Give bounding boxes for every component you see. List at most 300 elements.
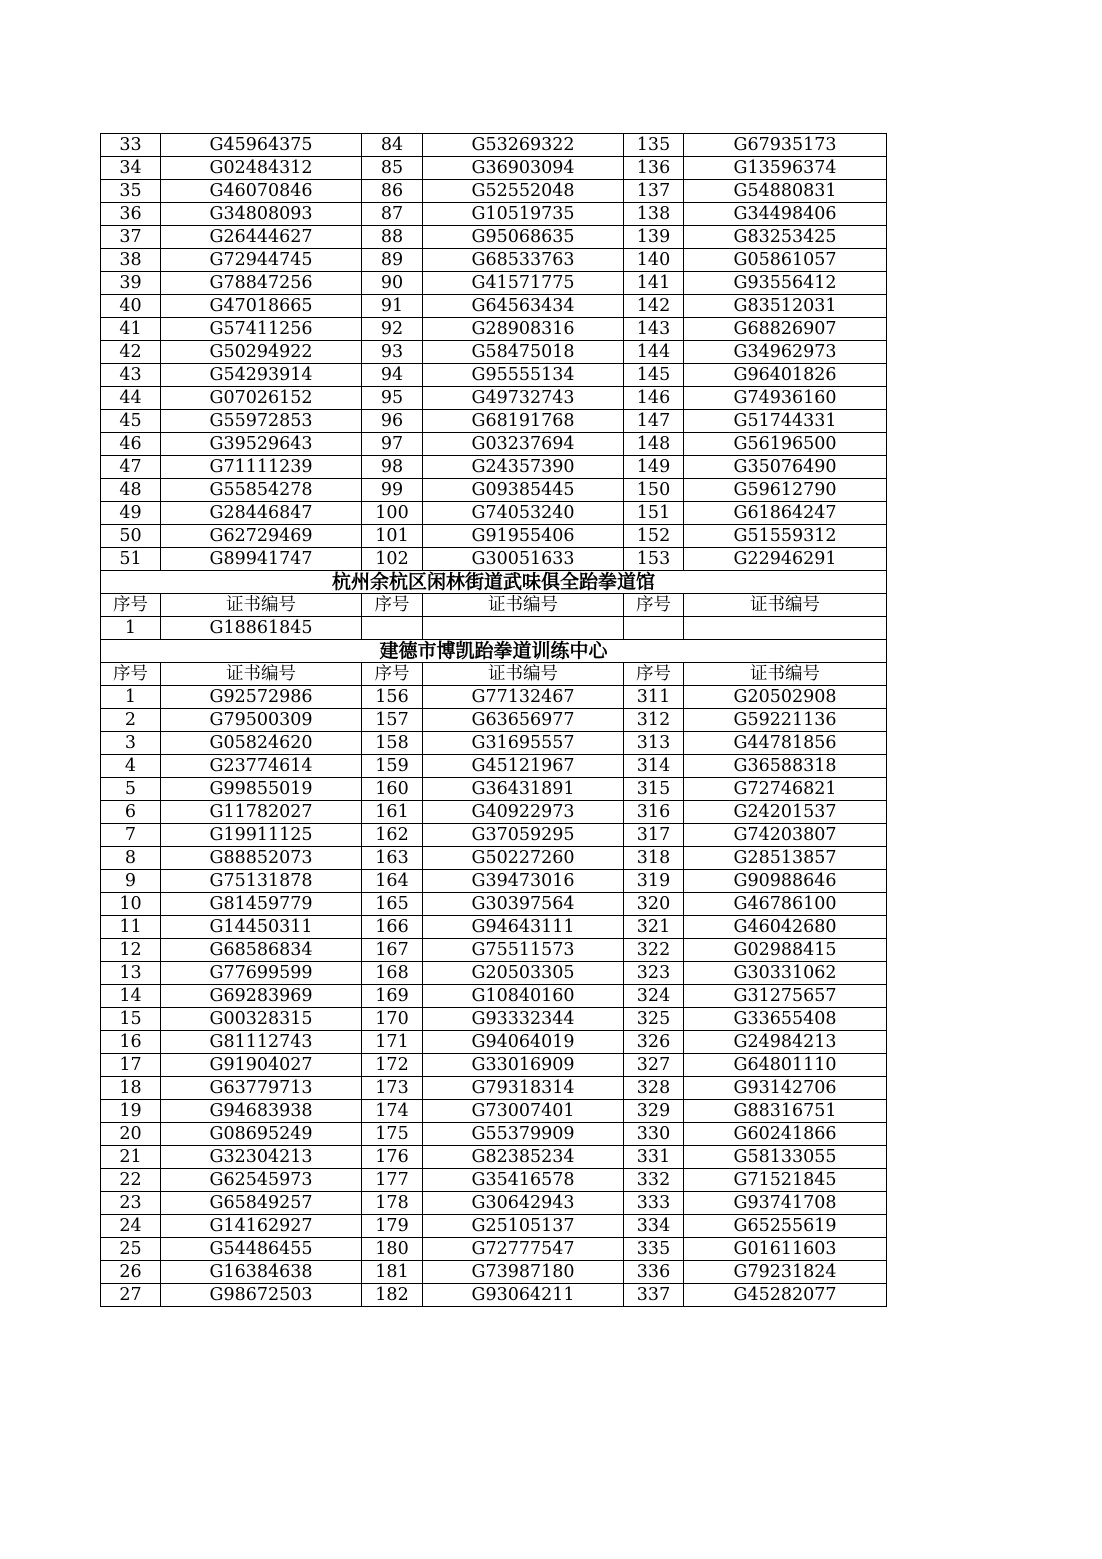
seq-cell: 48 bbox=[101, 479, 161, 502]
seq-cell: 24 bbox=[101, 1215, 161, 1238]
cert-number-cell: G50294922 bbox=[161, 341, 362, 364]
table-row bbox=[101, 1238, 887, 1261]
cert-number-cell: G44781856 bbox=[684, 732, 887, 755]
seq-cell: 164 bbox=[362, 870, 423, 893]
cert-number-cell: G65255619 bbox=[684, 1215, 887, 1238]
seq-cell: 320 bbox=[624, 893, 684, 916]
seq-cell: 181 bbox=[362, 1261, 423, 1284]
cert-number-cell: G28908316 bbox=[423, 318, 624, 341]
seq-cell: 165 bbox=[362, 893, 423, 916]
seq-cell: 149 bbox=[624, 456, 684, 479]
cert-number-cell: G35076490 bbox=[684, 456, 887, 479]
cert-number-cell: G47018665 bbox=[161, 295, 362, 318]
cert-number-cell: G39473016 bbox=[423, 870, 624, 893]
seq-cell: 1 bbox=[101, 686, 161, 709]
seq-cell: 6 bbox=[101, 801, 161, 824]
cert-number-cell: G96401826 bbox=[684, 364, 887, 387]
seq-cell: 92 bbox=[362, 318, 423, 341]
cert-number-cell: G28513857 bbox=[684, 847, 887, 870]
table-row bbox=[101, 341, 887, 364]
seq-cell: 27 bbox=[101, 1284, 161, 1307]
cert-number-cell: G93332344 bbox=[423, 1008, 624, 1031]
cert-number-cell: G93556412 bbox=[684, 272, 887, 295]
seq-cell: 15 bbox=[101, 1008, 161, 1031]
seq-cell: 311 bbox=[624, 686, 684, 709]
seq-cell: 143 bbox=[624, 318, 684, 341]
table-row bbox=[101, 939, 887, 962]
seq-cell: 49 bbox=[101, 502, 161, 525]
seq-cell: 95 bbox=[362, 387, 423, 410]
cert-header: 证书编号 bbox=[684, 663, 887, 686]
table-row bbox=[101, 870, 887, 893]
table-row bbox=[101, 1077, 887, 1100]
seq-cell: 11 bbox=[101, 916, 161, 939]
cert-number-cell: G54880831 bbox=[684, 180, 887, 203]
cert-number-cell: G79500309 bbox=[161, 709, 362, 732]
seq-cell: 47 bbox=[101, 456, 161, 479]
seq-cell: 18 bbox=[101, 1077, 161, 1100]
cert-number-cell: G94643111 bbox=[423, 916, 624, 939]
seq-cell: 36 bbox=[101, 203, 161, 226]
seq-cell: 43 bbox=[101, 364, 161, 387]
seq-cell: 142 bbox=[624, 295, 684, 318]
seq-cell: 319 bbox=[624, 870, 684, 893]
table-row bbox=[101, 801, 887, 824]
seq-cell: 330 bbox=[624, 1123, 684, 1146]
seq-cell: 316 bbox=[624, 801, 684, 824]
seq-cell: 167 bbox=[362, 939, 423, 962]
seq-cell: 50 bbox=[101, 525, 161, 548]
cert-number-cell: G98672503 bbox=[161, 1284, 362, 1307]
seq-cell bbox=[362, 617, 423, 640]
seq-cell: 89 bbox=[362, 249, 423, 272]
table-row bbox=[101, 364, 887, 387]
cert-number-cell: G00328315 bbox=[161, 1008, 362, 1031]
cert-number-cell: G24201537 bbox=[684, 801, 887, 824]
seq-cell: 157 bbox=[362, 709, 423, 732]
seq-cell: 13 bbox=[101, 962, 161, 985]
cert-number-cell: G81459779 bbox=[161, 893, 362, 916]
cert-number-cell: G07026152 bbox=[161, 387, 362, 410]
cert-number-cell: G56196500 bbox=[684, 433, 887, 456]
cert-number-cell: G75131878 bbox=[161, 870, 362, 893]
seq-cell: 139 bbox=[624, 226, 684, 249]
seq-cell: 323 bbox=[624, 962, 684, 985]
table-body bbox=[101, 134, 887, 1307]
seq-cell: 97 bbox=[362, 433, 423, 456]
seq-cell: 26 bbox=[101, 1261, 161, 1284]
seq-cell: 333 bbox=[624, 1192, 684, 1215]
seq-cell: 9 bbox=[101, 870, 161, 893]
seq-cell: 322 bbox=[624, 939, 684, 962]
table-row bbox=[101, 157, 887, 180]
cert-number-cell: G74936160 bbox=[684, 387, 887, 410]
cert-number-cell: G62545973 bbox=[161, 1169, 362, 1192]
cert-number-cell: G52552048 bbox=[423, 180, 624, 203]
seq-cell: 10 bbox=[101, 893, 161, 916]
seq-cell: 336 bbox=[624, 1261, 684, 1284]
table-row bbox=[101, 1169, 887, 1192]
seq-cell: 38 bbox=[101, 249, 161, 272]
cert-number-cell: G91955406 bbox=[423, 525, 624, 548]
cert-number-cell: G31275657 bbox=[684, 985, 887, 1008]
table-row bbox=[101, 893, 887, 916]
table-row bbox=[101, 1123, 887, 1146]
cert-number-cell: G22946291 bbox=[684, 548, 887, 571]
seq-cell: 85 bbox=[362, 157, 423, 180]
column-header-row bbox=[101, 594, 887, 617]
cert-number-cell: G51744331 bbox=[684, 410, 887, 433]
seq-cell: 96 bbox=[362, 410, 423, 433]
table-row bbox=[101, 203, 887, 226]
seq-cell: 313 bbox=[624, 732, 684, 755]
section-title: 杭州余杭区闲林街道武味俱全跆拳道馆 bbox=[101, 571, 887, 594]
cert-header: 证书编号 bbox=[161, 663, 362, 686]
seq-cell bbox=[624, 617, 684, 640]
table-row bbox=[101, 318, 887, 341]
table-row bbox=[101, 847, 887, 870]
cert-number-cell: G35416578 bbox=[423, 1169, 624, 1192]
cert-number-cell: G36903094 bbox=[423, 157, 624, 180]
cert-number-cell: G59221136 bbox=[684, 709, 887, 732]
seq-cell: 2 bbox=[101, 709, 161, 732]
cert-number-cell: G68533763 bbox=[423, 249, 624, 272]
table-row bbox=[101, 1031, 887, 1054]
cert-number-cell: G91904027 bbox=[161, 1054, 362, 1077]
seq-cell: 102 bbox=[362, 548, 423, 571]
seq-cell: 326 bbox=[624, 1031, 684, 1054]
cert-number-cell: G60241866 bbox=[684, 1123, 887, 1146]
seq-cell: 100 bbox=[362, 502, 423, 525]
seq-cell: 324 bbox=[624, 985, 684, 1008]
cert-number-cell: G73007401 bbox=[423, 1100, 624, 1123]
cert-number-cell: G30051633 bbox=[423, 548, 624, 571]
cert-number-cell: G64801110 bbox=[684, 1054, 887, 1077]
table-row bbox=[101, 226, 887, 249]
table-row bbox=[101, 985, 887, 1008]
cert-header: 证书编号 bbox=[423, 594, 624, 617]
seq-cell: 19 bbox=[101, 1100, 161, 1123]
cert-number-cell: G69283969 bbox=[161, 985, 362, 1008]
cert-number-cell: G64563434 bbox=[423, 295, 624, 318]
cert-number-cell: G83512031 bbox=[684, 295, 887, 318]
cert-number-cell: G50227260 bbox=[423, 847, 624, 870]
cert-number-cell: G09385445 bbox=[423, 479, 624, 502]
cert-header: 证书编号 bbox=[684, 594, 887, 617]
table-row bbox=[101, 387, 887, 410]
seq-cell: 23 bbox=[101, 1192, 161, 1215]
seq-cell: 329 bbox=[624, 1100, 684, 1123]
cert-number-cell: G72777547 bbox=[423, 1238, 624, 1261]
seq-cell: 312 bbox=[624, 709, 684, 732]
cert-number-cell: G05861057 bbox=[684, 249, 887, 272]
cert-number-cell: G55379909 bbox=[423, 1123, 624, 1146]
table-row bbox=[101, 295, 887, 318]
seq-cell: 101 bbox=[362, 525, 423, 548]
seq-cell: 145 bbox=[624, 364, 684, 387]
table-row bbox=[101, 778, 887, 801]
seq-cell: 332 bbox=[624, 1169, 684, 1192]
cert-number-cell: G11782027 bbox=[161, 801, 362, 824]
table-row bbox=[101, 1284, 887, 1307]
seq-cell: 34 bbox=[101, 157, 161, 180]
seq-cell: 7 bbox=[101, 824, 161, 847]
cert-number-cell: G59612790 bbox=[684, 479, 887, 502]
cert-number-cell: G31695557 bbox=[423, 732, 624, 755]
seq-cell: 331 bbox=[624, 1146, 684, 1169]
cert-number-cell: G24984213 bbox=[684, 1031, 887, 1054]
seq-cell: 160 bbox=[362, 778, 423, 801]
seq-cell: 45 bbox=[101, 410, 161, 433]
cert-number-cell: G34808093 bbox=[161, 203, 362, 226]
table-row bbox=[101, 617, 887, 640]
seq-cell: 8 bbox=[101, 847, 161, 870]
cert-number-cell: G23774614 bbox=[161, 755, 362, 778]
cert-number-cell: G63779713 bbox=[161, 1077, 362, 1100]
seq-cell: 334 bbox=[624, 1215, 684, 1238]
cert-number-cell: G34498406 bbox=[684, 203, 887, 226]
cert-number-cell: G79318314 bbox=[423, 1077, 624, 1100]
cert-number-cell: G54293914 bbox=[161, 364, 362, 387]
certificate-table bbox=[100, 133, 887, 1307]
cert-number-cell: G46070846 bbox=[161, 180, 362, 203]
seq-cell: 177 bbox=[362, 1169, 423, 1192]
table-row bbox=[101, 456, 887, 479]
seq-cell: 22 bbox=[101, 1169, 161, 1192]
seq-cell: 156 bbox=[362, 686, 423, 709]
cert-number-cell: G58475018 bbox=[423, 341, 624, 364]
seq-cell: 84 bbox=[362, 134, 423, 157]
cert-number-cell: G34962973 bbox=[684, 341, 887, 364]
seq-cell: 169 bbox=[362, 985, 423, 1008]
seq-cell: 33 bbox=[101, 134, 161, 157]
seq-cell: 16 bbox=[101, 1031, 161, 1054]
seq-cell: 37 bbox=[101, 226, 161, 249]
cert-number-cell: G37059295 bbox=[423, 824, 624, 847]
cert-number-cell: G83253425 bbox=[684, 226, 887, 249]
seq-cell: 158 bbox=[362, 732, 423, 755]
cert-number-cell: G30397564 bbox=[423, 893, 624, 916]
cert-number-cell: G94064019 bbox=[423, 1031, 624, 1054]
table-row bbox=[101, 755, 887, 778]
seq-cell: 12 bbox=[101, 939, 161, 962]
cert-number-cell: G61864247 bbox=[684, 502, 887, 525]
table-row bbox=[101, 1261, 887, 1284]
table-row bbox=[101, 134, 887, 157]
column-header-row bbox=[101, 663, 887, 686]
cert-number-cell: G39529643 bbox=[161, 433, 362, 456]
cert-number-cell: G40922973 bbox=[423, 801, 624, 824]
cert-number-cell bbox=[684, 617, 887, 640]
cert-number-cell: G19911125 bbox=[161, 824, 362, 847]
seq-cell: 88 bbox=[362, 226, 423, 249]
cert-number-cell: G53269322 bbox=[423, 134, 624, 157]
seq-cell: 175 bbox=[362, 1123, 423, 1146]
table-row bbox=[101, 686, 887, 709]
seq-cell: 21 bbox=[101, 1146, 161, 1169]
cert-number-cell: G79231824 bbox=[684, 1261, 887, 1284]
cert-number-cell: G95555134 bbox=[423, 364, 624, 387]
cert-number-cell: G02988415 bbox=[684, 939, 887, 962]
cert-number-cell: G24357390 bbox=[423, 456, 624, 479]
cert-number-cell: G77132467 bbox=[423, 686, 624, 709]
table-row bbox=[101, 180, 887, 203]
cert-number-cell: G25105137 bbox=[423, 1215, 624, 1238]
cert-number-cell: G05824620 bbox=[161, 732, 362, 755]
cert-number-cell: G54486455 bbox=[161, 1238, 362, 1261]
table-row bbox=[101, 548, 887, 571]
cert-number-cell: G03237694 bbox=[423, 433, 624, 456]
cert-number-cell: G13596374 bbox=[684, 157, 887, 180]
cert-header: 证书编号 bbox=[423, 663, 624, 686]
seq-cell: 17 bbox=[101, 1054, 161, 1077]
cert-number-cell: G02484312 bbox=[161, 157, 362, 180]
seq-cell: 93 bbox=[362, 341, 423, 364]
seq-cell: 178 bbox=[362, 1192, 423, 1215]
cert-number-cell: G18861845 bbox=[161, 617, 362, 640]
seq-cell: 40 bbox=[101, 295, 161, 318]
cert-number-cell: G88316751 bbox=[684, 1100, 887, 1123]
seq-cell: 135 bbox=[624, 134, 684, 157]
cert-number-cell: G90988646 bbox=[684, 870, 887, 893]
cert-number-cell: G36588318 bbox=[684, 755, 887, 778]
cert-number-cell: G49732743 bbox=[423, 387, 624, 410]
cert-number-cell: G16384638 bbox=[161, 1261, 362, 1284]
cert-number-cell: G74203807 bbox=[684, 824, 887, 847]
cert-number-cell: G26444627 bbox=[161, 226, 362, 249]
seq-cell: 166 bbox=[362, 916, 423, 939]
cert-number-cell: G08695249 bbox=[161, 1123, 362, 1146]
cert-number-cell: G72944745 bbox=[161, 249, 362, 272]
seq-cell: 5 bbox=[101, 778, 161, 801]
seq-cell: 337 bbox=[624, 1284, 684, 1307]
seq-cell: 138 bbox=[624, 203, 684, 226]
table-row bbox=[101, 916, 887, 939]
seq-cell: 137 bbox=[624, 180, 684, 203]
seq-cell: 172 bbox=[362, 1054, 423, 1077]
cert-number-cell: G30642943 bbox=[423, 1192, 624, 1215]
seq-cell: 91 bbox=[362, 295, 423, 318]
seq-cell: 176 bbox=[362, 1146, 423, 1169]
seq-cell: 4 bbox=[101, 755, 161, 778]
seq-cell: 153 bbox=[624, 548, 684, 571]
seq-header: 序号 bbox=[624, 594, 684, 617]
cert-number-cell: G51559312 bbox=[684, 525, 887, 548]
seq-cell: 86 bbox=[362, 180, 423, 203]
cert-number-cell: G68586834 bbox=[161, 939, 362, 962]
cert-number-cell: G94683938 bbox=[161, 1100, 362, 1123]
seq-header: 序号 bbox=[624, 663, 684, 686]
seq-cell: 87 bbox=[362, 203, 423, 226]
seq-header: 序号 bbox=[101, 663, 161, 686]
table-row bbox=[101, 410, 887, 433]
seq-cell: 162 bbox=[362, 824, 423, 847]
cert-number-cell: G73987180 bbox=[423, 1261, 624, 1284]
seq-cell: 140 bbox=[624, 249, 684, 272]
cert-number-cell: G95068635 bbox=[423, 226, 624, 249]
cert-number-cell: G99855019 bbox=[161, 778, 362, 801]
seq-cell: 168 bbox=[362, 962, 423, 985]
seq-cell: 147 bbox=[624, 410, 684, 433]
cert-number-cell: G92572986 bbox=[161, 686, 362, 709]
cert-number-cell: G88852073 bbox=[161, 847, 362, 870]
table-row bbox=[101, 249, 887, 272]
section-title-row bbox=[101, 640, 887, 663]
seq-cell: 41 bbox=[101, 318, 161, 341]
seq-cell: 325 bbox=[624, 1008, 684, 1031]
seq-header: 序号 bbox=[101, 594, 161, 617]
table-row bbox=[101, 525, 887, 548]
cert-number-cell: G10840160 bbox=[423, 985, 624, 1008]
seq-cell: 46 bbox=[101, 433, 161, 456]
seq-cell: 173 bbox=[362, 1077, 423, 1100]
seq-cell: 20 bbox=[101, 1123, 161, 1146]
cert-number-cell: G33655408 bbox=[684, 1008, 887, 1031]
cert-number-cell: G58133055 bbox=[684, 1146, 887, 1169]
seq-cell: 318 bbox=[624, 847, 684, 870]
seq-cell: 148 bbox=[624, 433, 684, 456]
seq-header: 序号 bbox=[362, 594, 423, 617]
table-row bbox=[101, 1008, 887, 1031]
seq-cell: 163 bbox=[362, 847, 423, 870]
cert-number-cell: G93142706 bbox=[684, 1077, 887, 1100]
table-row bbox=[101, 1215, 887, 1238]
cert-number-cell: G67935173 bbox=[684, 134, 887, 157]
cert-number-cell: G36431891 bbox=[423, 778, 624, 801]
table-row bbox=[101, 962, 887, 985]
cert-number-cell: G14450311 bbox=[161, 916, 362, 939]
cert-number-cell: G75511573 bbox=[423, 939, 624, 962]
table-row bbox=[101, 732, 887, 755]
seq-cell: 335 bbox=[624, 1238, 684, 1261]
cert-number-cell: G33016909 bbox=[423, 1054, 624, 1077]
seq-cell: 98 bbox=[362, 456, 423, 479]
cert-number-cell: G57411256 bbox=[161, 318, 362, 341]
cert-number-cell: G46786100 bbox=[684, 893, 887, 916]
seq-cell: 44 bbox=[101, 387, 161, 410]
seq-cell: 151 bbox=[624, 502, 684, 525]
cert-number-cell: G68826907 bbox=[684, 318, 887, 341]
cert-number-cell: G74053240 bbox=[423, 502, 624, 525]
cert-number-cell: G55854278 bbox=[161, 479, 362, 502]
seq-cell: 136 bbox=[624, 157, 684, 180]
seq-cell: 321 bbox=[624, 916, 684, 939]
seq-cell: 150 bbox=[624, 479, 684, 502]
seq-cell: 170 bbox=[362, 1008, 423, 1031]
seq-cell: 152 bbox=[624, 525, 684, 548]
cert-number-cell: G68191768 bbox=[423, 410, 624, 433]
table-row bbox=[101, 1100, 887, 1123]
cert-header: 证书编号 bbox=[161, 594, 362, 617]
cert-number-cell: G28446847 bbox=[161, 502, 362, 525]
seq-cell: 328 bbox=[624, 1077, 684, 1100]
cert-number-cell: G20503305 bbox=[423, 962, 624, 985]
table-row bbox=[101, 479, 887, 502]
cert-number-cell: G14162927 bbox=[161, 1215, 362, 1238]
seq-cell: 144 bbox=[624, 341, 684, 364]
cert-number-cell: G30331062 bbox=[684, 962, 887, 985]
seq-cell: 39 bbox=[101, 272, 161, 295]
table-row bbox=[101, 433, 887, 456]
seq-cell: 179 bbox=[362, 1215, 423, 1238]
cert-number-cell: G72746821 bbox=[684, 778, 887, 801]
seq-cell: 90 bbox=[362, 272, 423, 295]
seq-cell: 1 bbox=[101, 617, 161, 640]
cert-number-cell: G55972853 bbox=[161, 410, 362, 433]
cert-number-cell: G10519735 bbox=[423, 203, 624, 226]
seq-cell: 317 bbox=[624, 824, 684, 847]
cert-number-cell: G45964375 bbox=[161, 134, 362, 157]
